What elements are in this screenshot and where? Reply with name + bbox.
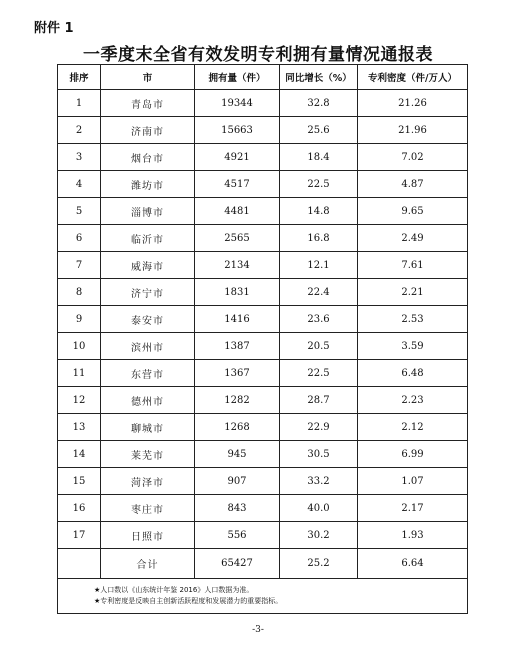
rank-cell: 3 (58, 144, 101, 171)
growth-cell: 16.8 (280, 225, 358, 252)
growth-cell: 14.8 (280, 198, 358, 225)
rank-cell: 8 (58, 279, 101, 306)
city-cell: 日照市 (101, 522, 195, 549)
city-cell: 聊城市 (101, 414, 195, 441)
attachment-label: 附件 1 (34, 21, 74, 36)
city-cell: 泰安市 (101, 306, 195, 333)
density-cell: 4.87 (358, 171, 468, 198)
document-title: 一季度末全省有效发明专利拥有量情况通报表 (83, 45, 433, 65)
count-cell: 19344 (195, 90, 280, 117)
growth-cell: 23.6 (280, 306, 358, 333)
rank-cell: 16 (58, 495, 101, 522)
notes-cell (58, 579, 468, 614)
total-count: 65427 (195, 549, 280, 579)
city-cell: 菏泽市 (101, 468, 195, 495)
count-cell: 1416 (195, 306, 280, 333)
table-row (58, 360, 468, 387)
density-cell: 2.23 (358, 387, 468, 414)
total-growth: 25.2 (280, 549, 358, 579)
rank-cell: 6 (58, 225, 101, 252)
table-row (58, 279, 468, 306)
growth-cell: 32.8 (280, 90, 358, 117)
count-cell: 4517 (195, 171, 280, 198)
total-density: 6.64 (358, 549, 468, 579)
table-row (58, 441, 468, 468)
table-row (58, 117, 468, 144)
rank-cell: 4 (58, 171, 101, 198)
city-cell: 德州市 (101, 387, 195, 414)
density-cell: 2.21 (358, 279, 468, 306)
growth-cell: 25.6 (280, 117, 358, 144)
density-cell: 7.02 (358, 144, 468, 171)
count-cell: 2134 (195, 252, 280, 279)
density-cell: 6.99 (358, 441, 468, 468)
city-cell: 莱芜市 (101, 441, 195, 468)
growth-cell: 33.2 (280, 468, 358, 495)
total-rank-cell (58, 549, 101, 579)
density-cell: 2.17 (358, 495, 468, 522)
density-cell: 9.65 (358, 198, 468, 225)
table-row (58, 306, 468, 333)
total-row (58, 549, 468, 579)
rank-cell: 1 (58, 90, 101, 117)
rank-cell: 17 (58, 522, 101, 549)
header-city: 市 (101, 65, 195, 90)
count-cell: 556 (195, 522, 280, 549)
table-header-row (58, 65, 468, 90)
density-cell: 2.12 (358, 414, 468, 441)
table-row (58, 252, 468, 279)
table-row (58, 225, 468, 252)
count-cell: 1831 (195, 279, 280, 306)
rank-cell: 12 (58, 387, 101, 414)
growth-cell: 18.4 (280, 144, 358, 171)
growth-cell: 28.7 (280, 387, 358, 414)
table-row (58, 333, 468, 360)
rank-cell: 15 (58, 468, 101, 495)
density-cell: 2.53 (358, 306, 468, 333)
count-cell: 15663 (195, 117, 280, 144)
page-number: -3- (252, 625, 264, 635)
density-cell: 7.61 (358, 252, 468, 279)
count-cell: 843 (195, 495, 280, 522)
rank-cell: 13 (58, 414, 101, 441)
growth-cell: 20.5 (280, 333, 358, 360)
note-population: ★人口数以《山东统计年鉴 2016》人口数据为准。 (94, 586, 254, 594)
count-cell: 1282 (195, 387, 280, 414)
header-growth: 同比增长（%） (280, 65, 358, 90)
city-cell: 潍坊市 (101, 171, 195, 198)
table-row (58, 171, 468, 198)
table-row (58, 90, 468, 117)
rank-cell: 5 (58, 198, 101, 225)
density-cell: 21.26 (358, 90, 468, 117)
density-cell: 2.49 (358, 225, 468, 252)
rank-cell: 10 (58, 333, 101, 360)
density-cell: 6.48 (358, 360, 468, 387)
city-cell: 济宁市 (101, 279, 195, 306)
table-row (58, 387, 468, 414)
city-cell: 威海市 (101, 252, 195, 279)
note-density: ★专利密度是反映自主创新活跃程度和发展潜力的重要指标。 (94, 597, 283, 605)
total-label: 合计 (101, 549, 195, 579)
city-cell: 青岛市 (101, 90, 195, 117)
count-cell: 1268 (195, 414, 280, 441)
growth-cell: 22.9 (280, 414, 358, 441)
rank-cell: 9 (58, 306, 101, 333)
density-cell: 3.59 (358, 333, 468, 360)
patent-table (57, 64, 468, 614)
count-cell: 945 (195, 441, 280, 468)
city-cell: 东营市 (101, 360, 195, 387)
count-cell: 2565 (195, 225, 280, 252)
table-row (58, 144, 468, 171)
growth-cell: 12.1 (280, 252, 358, 279)
growth-cell: 40.0 (280, 495, 358, 522)
growth-cell: 22.5 (280, 360, 358, 387)
rank-cell: 2 (58, 117, 101, 144)
rank-cell: 14 (58, 441, 101, 468)
table-row (58, 522, 468, 549)
rank-cell: 11 (58, 360, 101, 387)
growth-cell: 30.2 (280, 522, 358, 549)
city-cell: 淄博市 (101, 198, 195, 225)
count-cell: 907 (195, 468, 280, 495)
city-cell: 临沂市 (101, 225, 195, 252)
city-cell: 烟台市 (101, 144, 195, 171)
table-row (58, 414, 468, 441)
count-cell: 1387 (195, 333, 280, 360)
growth-cell: 30.5 (280, 441, 358, 468)
density-cell: 1.93 (358, 522, 468, 549)
notes-row (58, 579, 468, 614)
table-row (58, 198, 468, 225)
growth-cell: 22.5 (280, 171, 358, 198)
city-cell: 滨州市 (101, 333, 195, 360)
growth-cell: 22.4 (280, 279, 358, 306)
rank-cell: 7 (58, 252, 101, 279)
count-cell: 1367 (195, 360, 280, 387)
header-count: 拥有量（件） (195, 65, 280, 90)
density-cell: 21.96 (358, 117, 468, 144)
count-cell: 4921 (195, 144, 280, 171)
city-cell: 济南市 (101, 117, 195, 144)
header-rank: 排序 (58, 65, 101, 90)
density-cell: 1.07 (358, 468, 468, 495)
city-cell: 枣庄市 (101, 495, 195, 522)
count-cell: 4481 (195, 198, 280, 225)
table-row (58, 495, 468, 522)
table-row (58, 468, 468, 495)
header-density: 专利密度（件/万人） (358, 65, 468, 90)
